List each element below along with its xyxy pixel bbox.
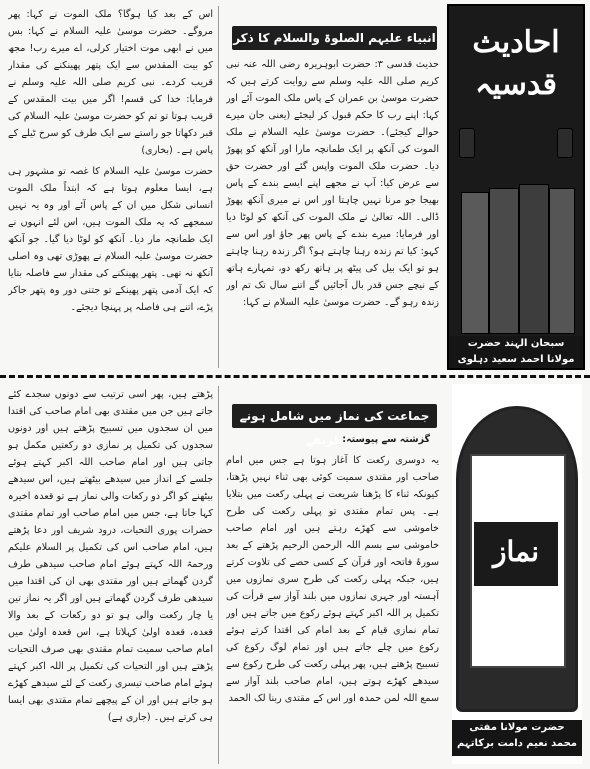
bottom-left-column xyxy=(8,386,213,764)
namaz-caption-line-1: حضرت مولانا مفتی xyxy=(469,722,565,733)
namaz-caption-line-2: محمد نعیم دامت برکاتہم xyxy=(457,738,577,749)
ahadees-caption-line-1: سبحان الہند حضرت xyxy=(467,338,565,349)
book-icon xyxy=(461,192,489,334)
bottom-middle-paragraph: یہ دوسری رکعت کا آغاز ہوتا ہے جس میں امام صاحب اور مقتدی سمیت کوئی بھی ثناء نہیں پڑھتا، کیونکہ ثناء کا پڑھنا شریعت نے پہلی رکعت میں بتلایا ہے۔ پس تمام مقتدی تو پہلی رکعت کی طرح خاموشی سے کھڑے رہتے ہیں اور امام صاحب خاموشی سے بسم اللہ الرحمن الرحیم پڑھتے کے بعد سورۂ فاتحہ اور قرآن کے کسی حصے کی تلاوت کرتے ہیں، جبکہ پہلی رکعت کی طرح سری نمازوں میں آہستہ اور جہری نمازوں میں بلند آواز سے قرأت کی تکمیل پر اللہ اکبر کہتے ہوئے رکوع میں جاتے ہیں اور تمام نمازی قیام کے بعد امام کی اقتدا کرتے ہوئے رکوع میں چلے جاتے ہیں اور تمام لوگ رکوع کی تسبیح پڑھتے ہیں، پھر پہلی رکعت کی طرح رکوع سے سیدھے کھڑے ہوتے ہیں، امام صاحب بلند آواز سے سمع اللہ لمن حمدہ اور اس کے مقتدی ربنا لک الحمد xyxy=(226,455,439,704)
top-middle-column xyxy=(226,56,439,368)
bottom-middle-column xyxy=(226,452,439,762)
top-left-paragraph-1: اس کے بعد کیا ہوگا؟ ملک الموت نے کہا: پھر مروگے۔ حضرت موسیٰ علیہ السلام نے کہا: بس میں نے ابھی موت اختیار کرلی، اے میرے رب! مجھ کو بیت المقدس سے ایک پتھر پھینکنے کی مقدار قریب کردے۔ نبی کریم صلی اللہ علیہ وسلم نے فرمایا: خدا کی قسم! اگر میں بیت المقدس کے قریب ہوتا تو تم کو حضرت موسیٰ علیہ السلام کی قبر دکھاتا جو راستے سے ایک طرف کو سرخ ٹیلے کے پاس ہے۔ (بخاری) xyxy=(8,9,213,156)
top-middle-paragraph: حدیث قدسی ۳: حضرت ابوہریرہ رضی اللہ عنہ نبی کریم صلی اللہ علیہ وسلم سے روایت کرتے ہیں کہ حضرت موسیٰ بن عمران کے پاس ملک الموت آئے اور کہا: اپنے رب کا حکم قبول کر لیجئے (یعنی جان میرے حوالے کیجئے)۔ حضرت موسیٰ علیہ السلام نے ملک الموت کی آنکھ پر ایک طمانچہ مارا اور آنکھ کو پھوڑ دیا۔ حضرت ملک الموت واپس گئے اور حضرت حق سے عرض کیا: آپ نے مجھے اپنے ایسے بندے کے پاس بھیجا جو مرنا نہیں چاہتا اور اس نے میری آنکھ پھوڑ ڈالی۔ اللہ تعالیٰ نے ملک الموت کی آنکھ کو لوٹا دیا اور فرمایا: میرے بندے کے پاس پھر جاؤ اور اس سے کہو: کیا تم زندہ رہنا چاہتے ہو؟ اگر زندہ رہنا چاہتے ہو تو ایک بیل کی پیٹھ پر ہاتھ رکھ دو، تمہارے ہاتھ کے نیچے جس قدر بال آجائیں گے اتنے سال تک تم اور زندہ رہو گے۔ حضرت موسیٰ علیہ السلام نے کہا: xyxy=(226,59,439,308)
ahadees-caption-line-2: مولانا احمد سعید دہلوی xyxy=(457,354,575,365)
ahadees-author-caption xyxy=(449,336,583,368)
book-icon xyxy=(549,188,575,334)
section-separator xyxy=(0,375,590,378)
namaz-calligraphy-title: نماز xyxy=(492,535,540,568)
book-icon xyxy=(489,188,519,334)
ahadees-calligraphy-title: احادیث قدسیہ xyxy=(472,25,560,102)
column-divider xyxy=(218,386,219,764)
lantern-icon xyxy=(459,128,475,158)
bottom-left-paragraph: پڑھتے ہیں، پھر اسی ترتیب سے دونوں سجدے کئے جاتے ہیں جن میں مقتدی بھی امام صاحب کی اقتدا میں ان سجدوں میں تسبیح پڑھتے ہیں اور دونوں سجدوں کی تکمیل پر نمازی دو رکعتیں مکمل ہو جاتی ہیں اور امام صاحب اللہ اکبر کہتے ہوئے جلسے کے انداز میں سیدھے بیٹھتے ہیں، اس سیدھے بیٹھنے کو اگر دو رکعات والی نماز ہے تو قعدہ اخیرہ کہا جاتا ہے، جس میں امام صاحب اور تمام مقتدی حضرات پوری التحیات، درود شریف اور دعا پڑھتے ہیں، امام صاحب اس کی تکمیل پر السلام علیکم ورحمۃ اللہ کہتے ہوئے امام صاحب سیدھی طرف گردن گھماتے ہیں اور مقتدی بھی ان کی اقتدا میں سیدھی طرف گردن گھماتے ہیں اور اگر یہ نماز تین یا چار رکعت والی ہو تو دو رکعات کے بعد والا قعدہ، قعدہ اولیٰ کہلاتا ہے، اس قعدہ اولیٰ میں امام صاحب سمیت تمام مقتدی بھی صرف التحیات پڑھتے ہیں اور التحیات کی تکمیل پر اللہ اکبر کہتے ہوئے امام صاحب تیسری رکعت کے لئے سیدھے کھڑے ہو جاتے ہیں اور ان کے پیچھے تمام مقتدی بھی ایسا ہی کرتے ہیں۔ (جاری ہے) xyxy=(8,389,213,723)
top-left-paragraph-2: حضرت موسیٰ علیہ السلام کا غصہ تو مشہور ہی ہے، ایسا معلوم ہوتا ہے کہ ابتداً ملک الموت انسانی شکل میں ان کے پاس آئے اور وہ یہ نہیں سمجھے کہ یہ ملک الموت ہیں، اس لئے انہوں نے ایک طمانچہ مار دیا۔ آنکھ کو لوٹا دیا گیا۔ جو آنکھ حضرت موسیٰ علیہ السلام نے پھوڑی تھی وہ اصلی آنکھ نہ تھی۔ پتھر پھینکنے کی مقدار سے فاصلہ بتایا کہ ایک آدمی پتھر پھینکے تو جتنی دور وہ پتھر جاکر پڑے، اتنے ہی فاصلہ پر پہنچا دیجئے۔ xyxy=(8,166,213,313)
namaz-author-caption xyxy=(452,720,582,756)
ahadees-image-panel xyxy=(447,4,585,370)
book-icon xyxy=(519,184,549,334)
top-section-heading: انبیاء علیہم الصلوۃ والسلام کا ذکر xyxy=(232,26,437,50)
column-divider xyxy=(218,6,219,368)
lantern-icon xyxy=(557,128,573,158)
bottom-section-heading: جماعت کی نماز میں شامل ہونے کے طریقے xyxy=(232,404,437,428)
top-left-column xyxy=(8,6,213,366)
continued-label: گزشتہ سے پیوستہ: xyxy=(342,434,430,445)
namaz-image-panel xyxy=(452,384,582,764)
